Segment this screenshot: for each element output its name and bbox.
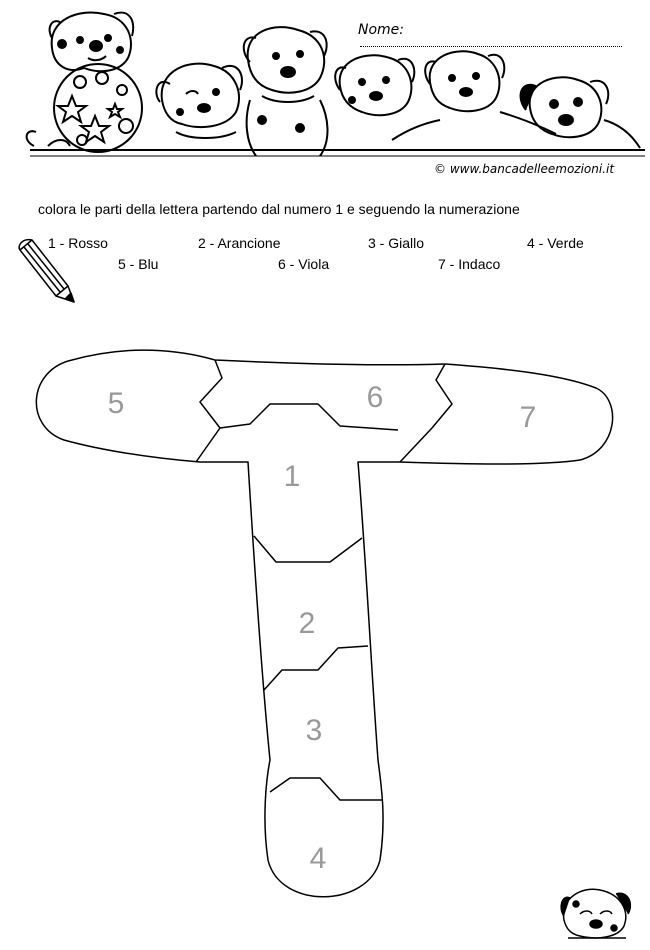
region-number-7: 7 (519, 401, 537, 434)
instruction-text: colora le parti della lettera partendo dal numero 1 e seguendo la numerazione (38, 201, 520, 217)
letter-t-coloring-shape (0, 330, 650, 910)
legend-item-5: 5 - Blu (118, 256, 159, 272)
puppy-corner-illustration (556, 880, 636, 942)
name-label: Nome: (358, 22, 405, 38)
legend-item-7: 7 - Indaco (438, 256, 501, 272)
website-credit: © www.bancadelleemozioni.it (434, 162, 615, 176)
region-number-2: 2 (298, 607, 316, 640)
legend-item-2: 2 - Arancione (198, 235, 281, 251)
pencil-icon (14, 236, 80, 306)
legend-item-4: 4 - Verde (527, 235, 584, 251)
region-number-3: 3 (305, 714, 323, 747)
region-number-4: 4 (309, 842, 327, 875)
legend-item-3: 3 - Giallo (368, 235, 425, 251)
legend-item-6: 6 - Viola (278, 256, 330, 272)
legend-item-1: 1 - Rosso (48, 235, 108, 251)
dalmatian-puppies-illustration (0, 0, 650, 185)
region-number-1: 1 (283, 460, 301, 493)
region-number-5: 5 (107, 387, 125, 420)
region-number-6: 6 (366, 381, 384, 414)
name-field-line[interactable] (360, 46, 622, 47)
